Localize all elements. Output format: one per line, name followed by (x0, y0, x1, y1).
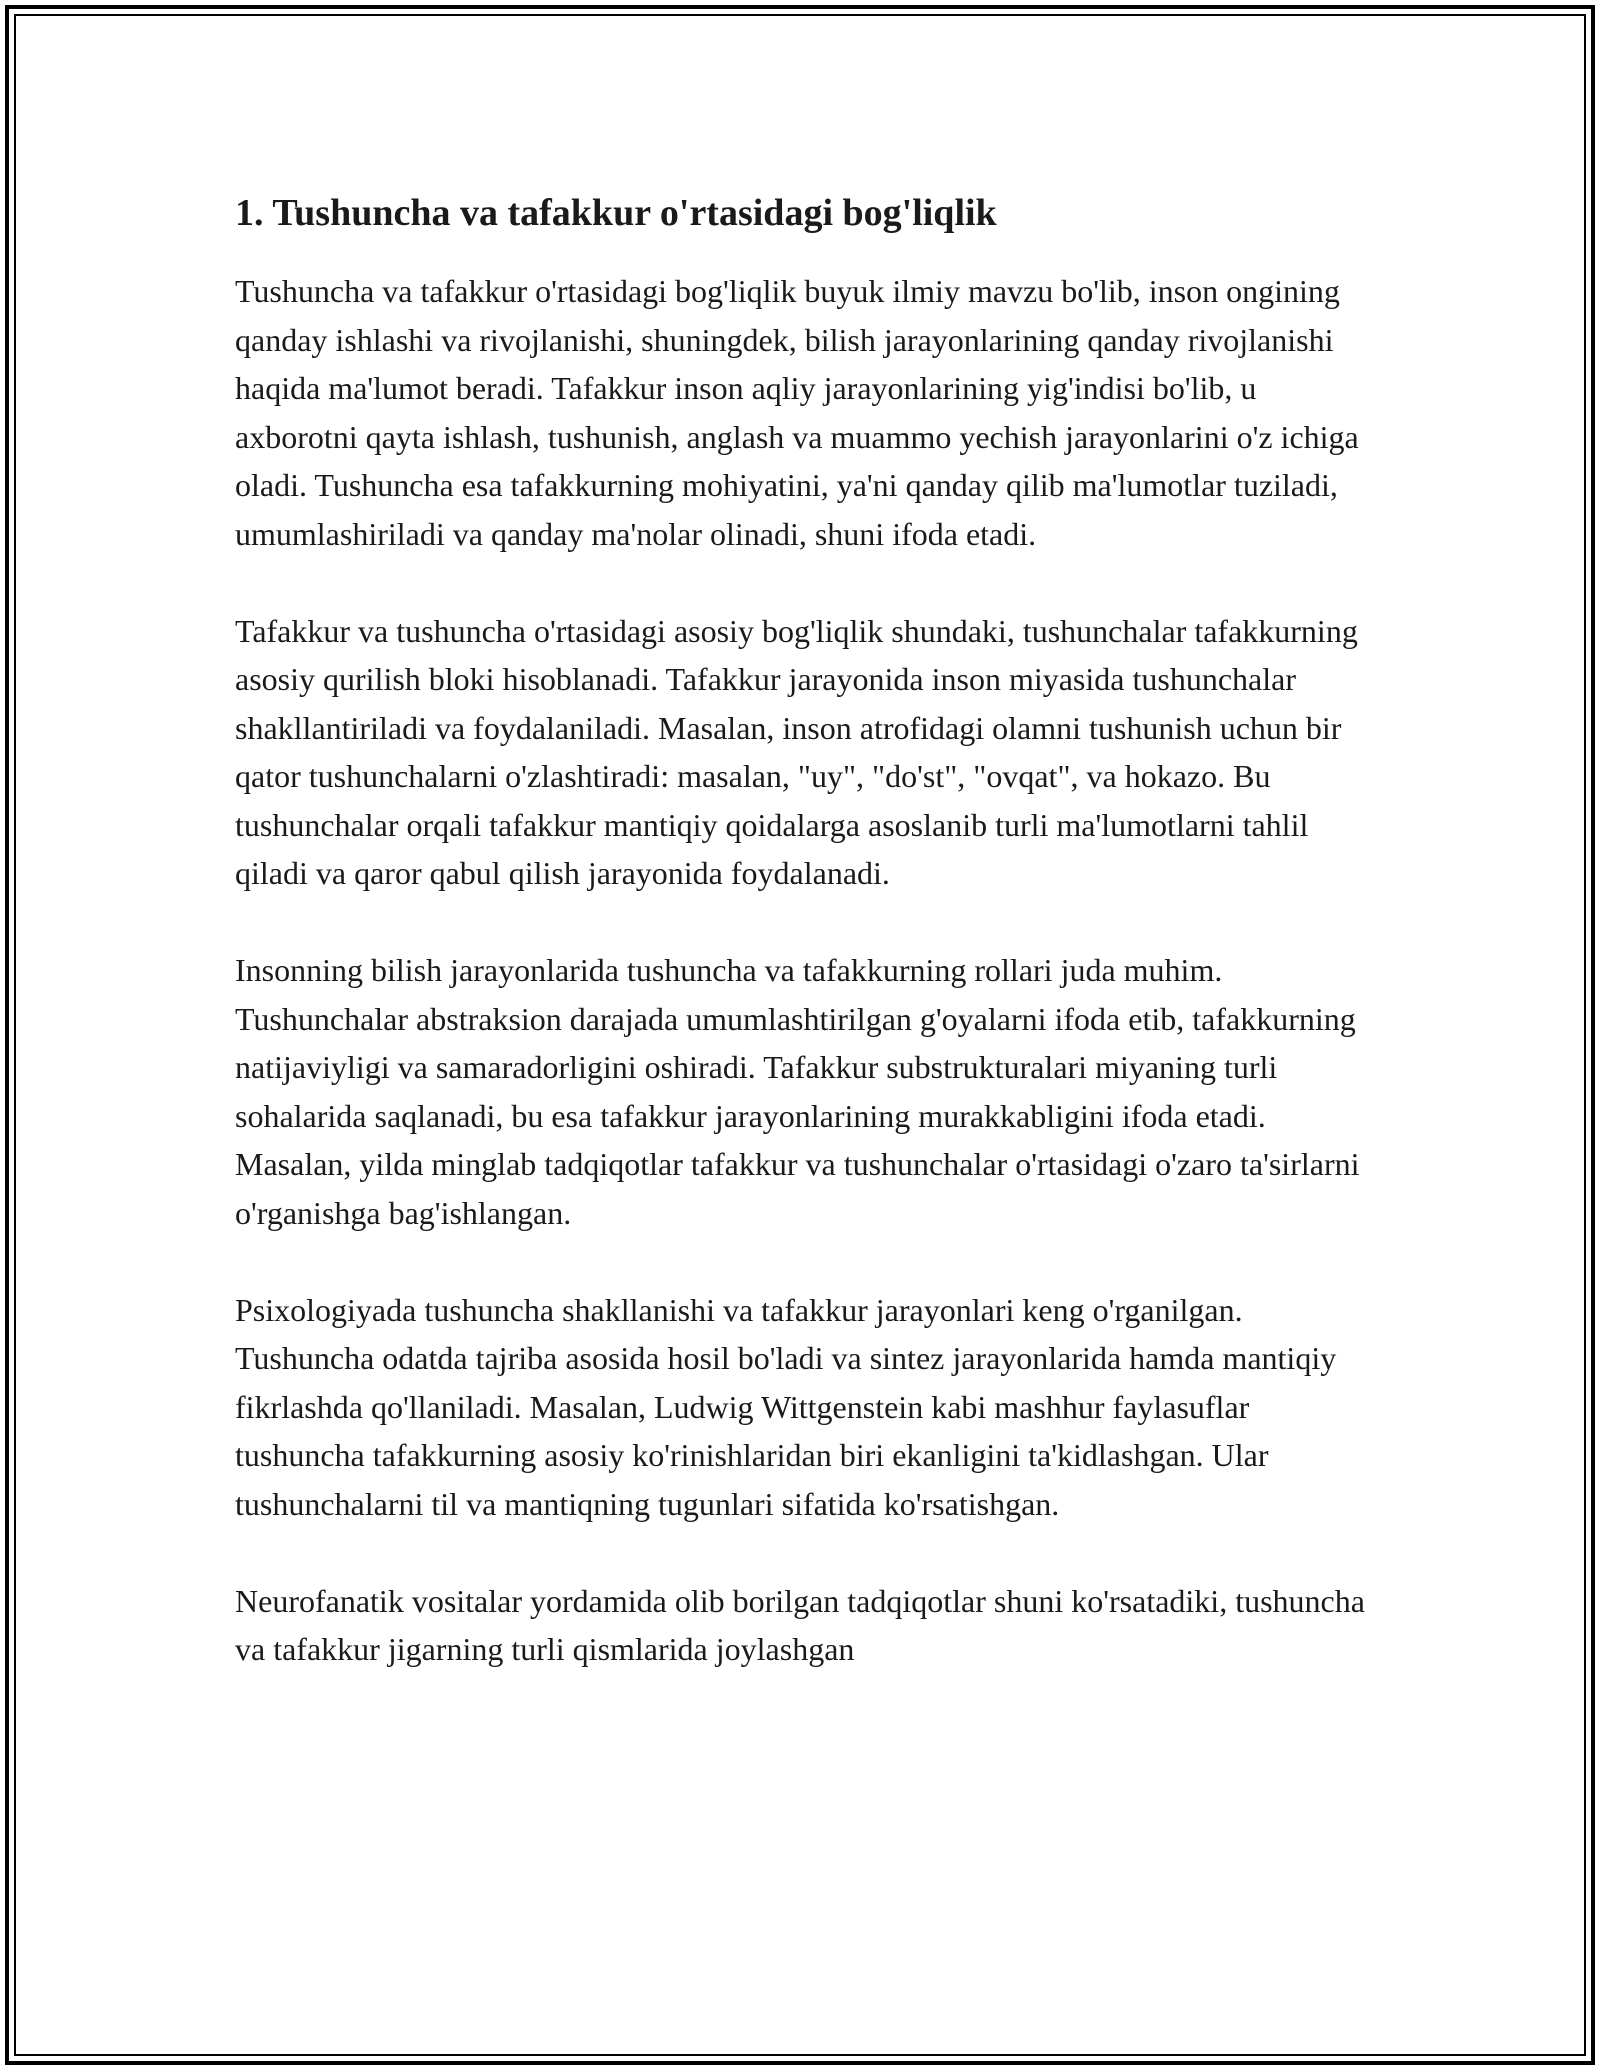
paragraph-3: Insonning bilish jarayonlarida tushuncha va tafakkurning rollari juda muhim. Tushunchalar abstraksion darajada umumlashtirilgan g'oyalarni ifoda etib, tafakkurning natijaviyligi va samaradorligini oshiradi. Tafakkur substrukturalari miyaning turli sohalarida saqlanadi, bu esa tafakkur jarayonlarining murakkabligini ifoda etadi. Masalan, yilda minglab tadqiqotlar tafakkur va tushunchalar o'rtasidagi o'zaro ta'sirlarni o'rganishga bag'ishlangan. (235, 952, 1360, 1231)
document-title: 1. Tushuncha va tafakkur o'rtasidagi bog'liqlik (235, 192, 997, 234)
paragraph-2: Tafakkur va tushuncha o'rtasidagi asosiy bog'liqlik shundaki, tushunchalar tafakkurning asosiy qurilish bloki hisoblanadi. Tafakkur jarayonida inson miyasida tushunchalar shakllantiriladi va foydalaniladi. Masalan, inson atrofidagi olamni tushunish uchun bir qator tushunchalarni o'zlashtiradi: masalan, "uy", "do'st", "ovqat", va hokazo. Bu tushunchalar orqali tafakkur mantiqiy qoidalarga asoslanib turli ma'lumotlarni tahlil qiladi va qaror qabul qilish jarayonida foydalanadi. (235, 612, 1358, 891)
paragraph-4: Psixologiyada tushuncha shakllanishi va tafakkur jarayonlari keng o'rganilgan. Tushuncha odatda tajriba asosida hosil bo'ladi va sintez jarayonlarida hamda mantiqiy fikrlashda qo'llaniladi. Masalan, Ludwig Wittgenstein kabi mashhur faylasuflar tushuncha tafakkurning asosiy ko'rinishlaridan biri ekanligini ta'kidlashgan. Ular tushunchalarni til va mantiqning tugunlari sifatida ko'rsatishgan. (235, 1291, 1337, 1522)
paragraph-1: Tushuncha va tafakkur o'rtasidagi bog'liqlik buyuk ilmiy mavzu bo'lib, inson ongining qanday ishlashi va rivojlanishi, shuningdek, bilish jarayonlarining qanday rivojlanishi haqida ma'lumot beradi. Tafakkur inson aqliy jarayonlarining yig'indisi bo'lib, u axborotni qayta ishlash, tushunish, anglash va muammo yechish jarayonlarini o'z ichiga oladi. Tushuncha esa tafakkurning mohiyatini, ya'ni qanday qilib ma'lumotlar tuziladi, umumlashiriladi va qanday ma'nolar olinadi, shuni ifoda etadi. (235, 273, 1359, 552)
paragraph-5: Neurofanatik vositalar yordamida olib borilgan tadqiqotlar shuni ko'rsatadiki, tushuncha va tafakkur jigarning turli qismlarida joylashgan (235, 1582, 1365, 1667)
document-body (235, 185, 1375, 1722)
